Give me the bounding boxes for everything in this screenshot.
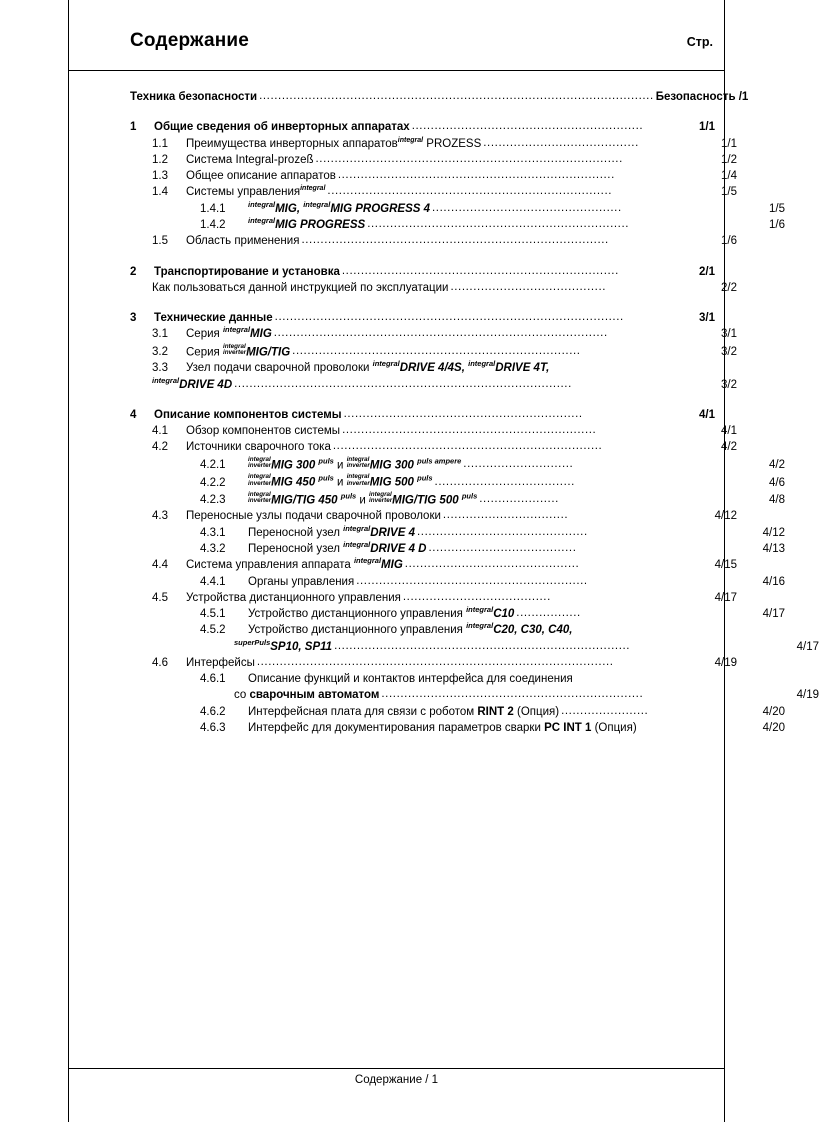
dot-leader: ............................................................................................: [274, 311, 624, 324]
page-column-label: Стр.: [686, 35, 713, 49]
toc-number: 3.2: [152, 345, 168, 358]
page-title: Содержание: [130, 30, 250, 51]
toc-page: 4/16: [762, 575, 785, 588]
toc-page: 4/1: [721, 425, 737, 438]
toc-page: 4/20: [762, 722, 785, 735]
toc-label: Система управления аппарата $^{integral}$MIG: [186, 556, 403, 572]
toc-page: 3/2: [721, 378, 737, 391]
left-margin-rule: [68, 0, 69, 1122]
toc-number: 4.6.3: [200, 722, 226, 735]
toc-entry-4-2-2[interactable]: [130, 474, 785, 491]
toc-entry-3-3-cont[interactable]: [130, 375, 737, 393]
toc-number: 4.3.2: [200, 542, 226, 555]
toc-label: integral inverter MIG 450 $^{puls}$ и integral inverter MIG 500 $^{puls}$: [248, 473, 433, 489]
toc-entry-1-4[interactable]: [130, 185, 737, 200]
toc-label: Переносной узел $^{integral}$DRIVE 4: [248, 523, 415, 539]
toc-entry-4-2-3[interactable]: [130, 492, 785, 509]
toc-number: 4.6.1: [200, 673, 226, 686]
dot-leader: ...............................................................: [343, 407, 583, 420]
toc-number: 4.5.1: [200, 608, 226, 621]
toc-number: 3.3: [152, 362, 168, 375]
dot-leader: .....................................: [434, 475, 575, 488]
toc-entry-safety[interactable]: [130, 90, 749, 105]
toc-label: Транспортирование и установка: [154, 265, 340, 278]
toc-label: $^{integral}$MIG, $^{integral}$MIG PROGRESS 4: [248, 199, 430, 215]
toc-page: 1/6: [721, 235, 737, 248]
toc-label: Устройства дистанционного управления: [186, 591, 401, 604]
toc-number: 4.2.1: [200, 458, 226, 471]
dot-leader: .............................: [463, 457, 574, 470]
toc-number: 4: [130, 408, 137, 421]
toc-entry-1-4-2[interactable]: [130, 218, 785, 233]
toc-label: Технические данные: [154, 312, 273, 325]
toc-label: Описание функций и контактов интерфейса для соединения: [248, 673, 573, 686]
toc-label: Интерфейсы: [186, 656, 255, 669]
toc-number: 2: [130, 265, 137, 278]
dot-leader: .........................................................................: [337, 169, 615, 182]
toc-number: 4.3: [152, 510, 168, 523]
dot-leader: .........................................: [450, 280, 607, 293]
toc-entry-4-3-1[interactable]: [130, 523, 785, 541]
toc-entry-4-5-2[interactable]: [130, 623, 785, 638]
toc-entry-4[interactable]: [130, 408, 715, 423]
toc-entry-1-5[interactable]: [130, 234, 737, 249]
dot-leader: ...................................................................: [342, 424, 597, 437]
toc-label: $^{integral}$DRIVE 4D: [152, 375, 233, 391]
toc-number: 1.4.2: [200, 218, 226, 231]
header-divider: [68, 70, 725, 71]
dot-leader: .........................................: [483, 136, 639, 149]
toc-number: 4.5.2: [200, 624, 226, 637]
toc-page: 4/20: [762, 705, 785, 718]
toc-page: 2/1: [699, 265, 715, 278]
dot-leader: .................................................................................: [315, 152, 623, 165]
toc-label: Интерфейс для документирования параметров сварки PC INT 1 (Опция): [248, 722, 637, 735]
toc-entry-2[interactable]: [130, 265, 715, 280]
dot-leader: .....................: [479, 493, 559, 506]
toc-number: 1.1: [152, 137, 168, 150]
toc-page: 4/19: [796, 689, 819, 702]
toc-page: 1/1: [699, 121, 715, 134]
toc-page: 4/6: [769, 476, 785, 489]
toc-label: Как пользоваться данной инструкцией по эксплуатации: [152, 281, 449, 294]
toc-page: 1/6: [769, 218, 785, 231]
dot-leader: ..............................................................................: [334, 639, 631, 652]
toc-page: 1/5: [769, 202, 785, 215]
toc-label: Преимущества инверторных аппаратов$^{integral}$ PROZESS: [186, 136, 482, 150]
toc-number: 4.1: [152, 425, 168, 438]
toc-entry-4-4[interactable]: [130, 558, 737, 573]
toc-entry-2-extra[interactable]: [130, 281, 737, 296]
toc-entry-3-1[interactable]: [130, 327, 737, 342]
toc-label: Переносные узлы подачи сварочной проволоки: [186, 510, 441, 523]
toc-number: 1.4: [152, 186, 168, 199]
dot-leader: .......................: [561, 704, 649, 717]
dot-leader: ..............................................: [404, 558, 580, 571]
toc-entry-4-6[interactable]: [130, 656, 737, 671]
toc-number: 4.3.1: [200, 526, 226, 539]
dot-leader: .......................................................................: [332, 440, 603, 453]
toc-page: 4/17: [714, 591, 737, 604]
toc-page: 3/1: [699, 312, 715, 325]
toc-entry-1[interactable]: [130, 120, 715, 135]
toc-page: 4/12: [762, 526, 785, 539]
toc-entry-4-5-2-cont[interactable]: [130, 637, 819, 655]
dot-leader: ..............................................................................................: [256, 655, 614, 668]
toc-label: Общие сведения об инверторных аппаратах: [154, 121, 410, 134]
toc-label: Системы управления$^{integral}$: [186, 185, 326, 199]
dot-leader: .................................................................................: [301, 234, 609, 247]
dot-leader: ...........................................................................: [327, 185, 613, 198]
dot-leader: .........................................................................................: [234, 377, 572, 390]
toc-number: 3: [130, 312, 137, 325]
toc-page: 4/17: [796, 640, 819, 653]
toc-page: 4/17: [762, 608, 785, 621]
footer-divider: [68, 1068, 725, 1069]
toc-page: 4/2: [721, 441, 737, 454]
toc-label: integral inverter MIG/TIG 450 $^{puls}$ и integral inverter MIG/TIG 500 $^{puls}$: [248, 490, 478, 507]
toc-number: 4.4: [152, 559, 168, 572]
toc-label: Серия integral inverter MIG/TIG: [186, 342, 291, 358]
dot-leader: .............................................................: [356, 574, 588, 587]
toc-label: Серия $^{integral}$MIG: [186, 325, 272, 341]
toc-label: Устройство дистанционного управления $^{integral}$C10: [248, 605, 515, 621]
toc-entry-1-2[interactable]: [130, 153, 737, 168]
toc-number: 4.2.2: [200, 476, 226, 489]
toc-entry-4-6-2[interactable]: [130, 705, 785, 720]
page-header: [68, 30, 725, 52]
toc-number: 4.4.1: [200, 575, 226, 588]
toc-entry-4-2-1[interactable]: [130, 457, 785, 474]
toc-page: 4/1: [699, 408, 715, 421]
toc-entry-3-3[interactable]: [130, 361, 737, 376]
toc-entry-4-4-1[interactable]: [130, 575, 785, 590]
toc-page: 3/2: [721, 345, 737, 358]
toc-label: $^{integral}$MIG PROGRESS: [248, 216, 366, 231]
dot-leader: .....................................................................: [381, 688, 644, 701]
toc-number: 1.5: [152, 235, 168, 248]
toc-entry-4-3-2[interactable]: [130, 542, 785, 557]
toc-page: 1/2: [721, 153, 737, 166]
dot-leader: .......................................: [402, 590, 551, 603]
dot-leader: .................: [516, 607, 581, 620]
dot-leader: .................................: [442, 509, 569, 522]
toc-page: 2/2: [721, 281, 737, 294]
dot-leader: .......................................: [428, 541, 577, 554]
toc-label: Интерфейсная плата для связи с роботом RINT 2 (Опция): [248, 705, 560, 718]
toc-page: 1/5: [721, 186, 737, 199]
toc-number: 4.6.2: [200, 705, 226, 718]
page-footer: Содержание / 1: [354, 1074, 439, 1086]
toc-number: 4.2.3: [200, 494, 226, 507]
toc-entry-4-1[interactable]: [130, 424, 737, 439]
toc-entry-3-2[interactable]: [130, 344, 737, 361]
toc-entry-4-5-1[interactable]: [130, 607, 785, 622]
toc-label: $^{superPuls}$SP10, SP11: [234, 637, 333, 653]
dot-leader: ..................................................: [432, 201, 622, 214]
toc-entry-3[interactable]: [130, 311, 715, 326]
toc-page: 1/4: [721, 170, 737, 183]
toc-label: Техника безопасности: [130, 91, 258, 103]
toc-page: 4/2: [769, 458, 785, 471]
toc-label: Система Integral-prozeß: [186, 153, 314, 166]
toc-number: 4.2: [152, 441, 168, 454]
dot-leader: .............................................: [416, 525, 588, 538]
toc-page: 1/1: [721, 137, 737, 150]
toc-number: 1: [130, 121, 137, 134]
toc-entry-1-4-1[interactable]: [130, 199, 785, 217]
dot-leader: .....................................................................: [367, 217, 630, 230]
toc-label: integral inverter MIG 300 $^{puls}$ и integral inverter MIG 300 $^{puls ampere}$: [248, 455, 462, 471]
toc-label: Переносной узел $^{integral}$DRIVE 4 D: [248, 540, 427, 555]
toc-entry-4-3[interactable]: [130, 509, 737, 524]
dot-leader: ........................................................................................................: [259, 90, 654, 102]
toc-entry-4-6-3[interactable]: [130, 721, 785, 736]
toc-entry-4-6-1-cont[interactable]: [130, 688, 819, 703]
toc-label: со сварочным автоматом: [234, 689, 380, 702]
toc-label: Обзор компонентов системы: [186, 425, 341, 438]
table-of-contents: [130, 90, 819, 737]
toc-page: 4/15: [714, 559, 737, 572]
dot-leader: ............................................................................: [292, 344, 581, 357]
toc-number: 4.6: [152, 656, 168, 669]
toc-label: Область применения: [186, 235, 300, 248]
toc-page: 3/1: [721, 328, 737, 341]
toc-entry-4-5[interactable]: [130, 591, 737, 606]
toc-label: Описание компонентов системы: [154, 408, 342, 421]
toc-page: Безопасность /1: [655, 91, 749, 103]
toc-number: 1.3: [152, 170, 168, 183]
toc-label: Источники сварочного тока: [186, 441, 331, 454]
toc-entry-1-3[interactable]: [130, 169, 737, 184]
toc-number: 4.5: [152, 591, 168, 604]
dot-leader: .........................................................................: [341, 264, 619, 277]
toc-page: 4/12: [714, 510, 737, 523]
toc-number: 1.4.1: [200, 202, 226, 215]
toc-label: Общее описание аппаратов: [186, 170, 336, 183]
toc-entry-4-6-1[interactable]: [130, 672, 785, 687]
toc-page: 4/19: [714, 656, 737, 669]
toc-page: 4/13: [762, 542, 785, 555]
dot-leader: .............................................................: [411, 120, 644, 133]
dot-leader: ........................................................................................: [273, 327, 608, 340]
toc-page: 4/8: [769, 494, 785, 507]
toc-label: Устройство дистанционного управления $^{integral}$C20, C30, C40,: [248, 621, 573, 637]
toc-label: Органы управления: [248, 575, 355, 588]
toc-number: 1.2: [152, 153, 168, 166]
toc-number: 3.1: [152, 328, 168, 341]
toc-label: Узел подачи сварочной проволоки $^{integral}$DRIVE 4/4S, $^{integral}$DRIVE 4T,: [186, 359, 550, 375]
toc-entry-4-2[interactable]: [130, 440, 737, 455]
toc-entry-1-1[interactable]: [130, 137, 737, 152]
